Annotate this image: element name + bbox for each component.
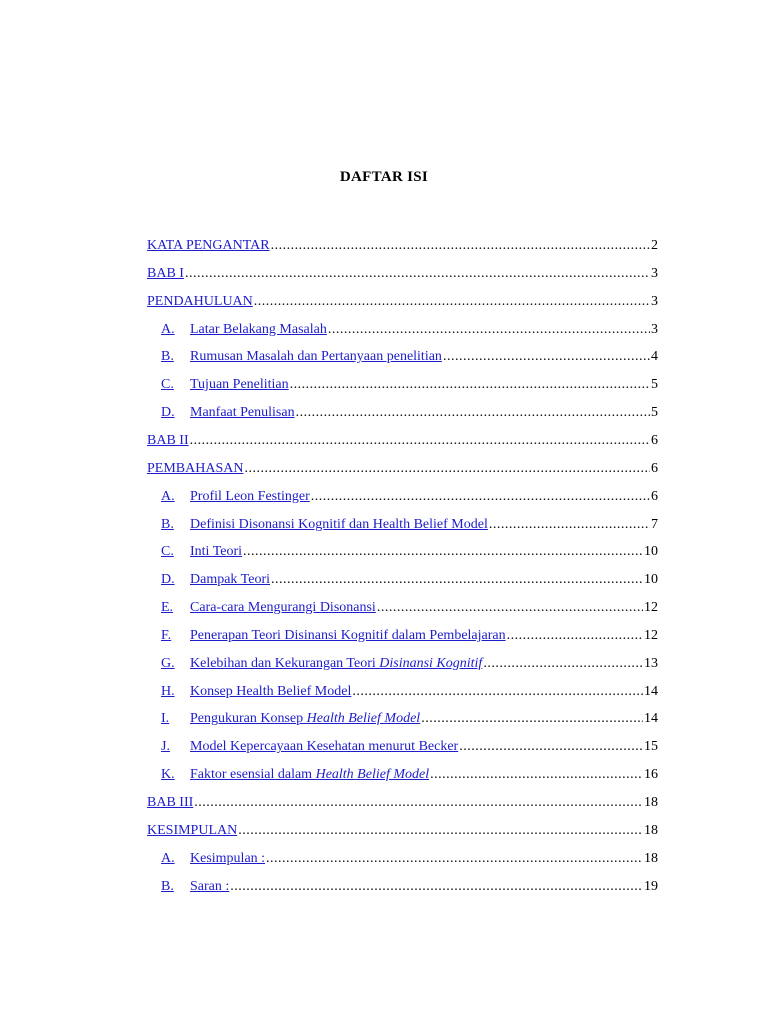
toc-entry-label: BAB I: [147, 265, 184, 281]
toc-entry-link[interactable]: [190, 515, 488, 535]
toc-entry-label: Model Kepercayaan Kesehatan menurut Becker: [190, 739, 459, 755]
toc-entry-label: KESIMPULAN: [147, 822, 238, 838]
toc-entry-marker[interactable]: F.: [161, 627, 172, 643]
toc-entry-label-italic: Health Belief Model: [315, 767, 430, 783]
toc-entry-marker[interactable]: H.: [161, 683, 175, 699]
toc-entry[interactable]: [161, 709, 658, 729]
toc-page-number: 2: [651, 238, 658, 253]
toc-page-number: 14: [644, 683, 658, 699]
toc-entry-link[interactable]: [190, 347, 442, 367]
dot-leader: [244, 459, 650, 479]
toc-entry-marker[interactable]: J.: [161, 739, 170, 755]
toc-entry-label: BAB II: [147, 432, 189, 448]
dot-leader: [328, 320, 650, 340]
dot-leader: [271, 236, 650, 256]
toc-entry-marker[interactable]: A.: [161, 321, 175, 337]
toc-entry-marker[interactable]: C.: [161, 377, 174, 393]
toc-entry[interactable]: [147, 236, 658, 256]
toc-entry-link[interactable]: [147, 431, 189, 451]
toc-page-number: 15: [644, 739, 658, 755]
toc-entry-label: BAB III: [147, 795, 194, 810]
toc-entry[interactable]: [147, 459, 658, 479]
toc-entry[interactable]: [147, 264, 658, 284]
toc-entry-label: PENDAHULUAN: [147, 293, 253, 309]
toc-entry-label: Inti Teori: [190, 544, 243, 560]
toc-entry[interactable]: [161, 598, 658, 618]
toc-entry[interactable]: [161, 570, 658, 590]
dot-leader: [311, 487, 650, 507]
toc-entry[interactable]: [161, 765, 658, 785]
toc-entry-link[interactable]: [190, 542, 242, 562]
toc-page-number: 7: [651, 516, 658, 532]
dot-leader: [507, 626, 643, 646]
toc-entry[interactable]: [161, 626, 658, 646]
toc-entry-label: Cara-cara Mengurangi Disonansi: [190, 600, 376, 616]
toc-entry-marker[interactable]: B.: [161, 878, 174, 894]
toc-entry-label: Profil Leon Festinger: [190, 488, 310, 504]
toc-entry[interactable]: [161, 347, 658, 367]
toc-entry[interactable]: [147, 431, 658, 451]
dot-leader: [290, 375, 650, 395]
toc-page-number: 18: [644, 850, 658, 866]
toc-entry-label: Kesimpulan :: [190, 850, 266, 866]
toc-entry-label: Penerapan Teori Disinansi Kognitif dalam Pembelajaran: [190, 627, 506, 643]
toc-entry-marker[interactable]: C.: [161, 544, 174, 560]
toc-entry-link[interactable]: [190, 598, 376, 618]
toc-entry-marker[interactable]: D.: [161, 572, 175, 588]
toc-entry-link[interactable]: [190, 403, 295, 423]
toc-entry[interactable]: [161, 320, 658, 340]
toc-entry-link[interactable]: [190, 654, 482, 674]
toc-entry-link[interactable]: [190, 737, 458, 757]
dot-leader: [190, 431, 650, 451]
toc-entry-label: PEMBAHASAN: [147, 460, 244, 476]
toc-entry-marker[interactable]: I.: [161, 711, 170, 727]
toc-entry-link[interactable]: [147, 236, 270, 256]
toc-entry-label: Definisi Disonansi Kognitif dan Health Belief Model: [190, 516, 488, 532]
toc-entry-link[interactable]: [190, 765, 429, 785]
dot-leader: [185, 264, 650, 284]
dot-leader: [377, 598, 643, 618]
dot-leader: [489, 515, 650, 535]
toc-page-number: 6: [651, 488, 658, 504]
toc-entry-link[interactable]: [147, 821, 237, 841]
toc-page-number: 5: [651, 377, 658, 393]
toc-page-number: 12: [644, 600, 658, 616]
dot-leader: [243, 542, 643, 562]
toc-entry-link[interactable]: [190, 375, 289, 395]
toc-page-number: 12: [644, 627, 658, 643]
toc-entry-label: Konsep Health Belief Model: [190, 683, 352, 699]
toc-entry-link[interactable]: [190, 877, 229, 897]
toc-entry-marker[interactable]: E.: [161, 600, 174, 616]
toc-entry[interactable]: [147, 793, 658, 813]
toc-page-number: 13: [644, 655, 658, 671]
dot-leader: [194, 793, 643, 813]
toc-entry-link[interactable]: [190, 682, 351, 702]
dot-leader: [352, 682, 643, 702]
toc-entry-label: Kelebihan dan Kekurangan Teori: [190, 655, 380, 671]
toc-page-number: 3: [651, 265, 658, 281]
toc-entry-link[interactable]: [147, 292, 253, 312]
toc-entry-marker[interactable]: A.: [161, 850, 175, 866]
toc-entry-link[interactable]: [147, 793, 193, 813]
toc-entry-marker[interactable]: B.: [161, 516, 174, 532]
toc-entry-label-italic: Health Belief Model: [306, 711, 421, 727]
toc-entry-link[interactable]: [190, 320, 327, 340]
toc-page-number: 10: [644, 572, 658, 588]
toc-entry-label-italic: Disinansi Kognitif: [379, 655, 483, 671]
toc-entry[interactable]: [161, 849, 658, 869]
toc-entry-label: Dampak Teori: [190, 572, 271, 588]
toc-entry-link[interactable]: [190, 626, 506, 646]
toc-entry-label: KATA PENGANTAR: [147, 238, 270, 253]
dot-leader: [421, 709, 643, 729]
toc-page-number: 3: [651, 321, 658, 337]
toc-entry-label: Saran :: [190, 878, 230, 894]
dot-leader: [230, 877, 643, 897]
toc-entry-link[interactable]: [190, 570, 270, 590]
dot-leader: [459, 737, 643, 757]
document-title: DAFTAR ISI: [339, 169, 429, 185]
toc-page-number: 18: [644, 795, 658, 810]
toc-page-number: 4: [651, 349, 658, 365]
toc-entry-marker[interactable]: B.: [161, 349, 174, 365]
dot-leader: [254, 292, 650, 312]
toc-page-number: 6: [651, 460, 658, 476]
toc-page-number: 5: [651, 405, 658, 421]
toc-page-number: 18: [644, 822, 658, 838]
toc-entry-label: Manfaat Penulisan: [190, 405, 295, 421]
toc-entry[interactable]: [161, 487, 658, 507]
dot-leader: [443, 347, 650, 367]
dot-leader: [296, 403, 650, 423]
toc-entry[interactable]: [161, 375, 658, 395]
toc-entry-link[interactable]: [190, 849, 265, 869]
toc-entry-label: Rumusan Masalah dan Pertanyaan penelitian: [190, 349, 442, 365]
dot-leader: [266, 849, 643, 869]
dot-leader: [271, 570, 643, 590]
toc-entry[interactable]: [161, 737, 658, 757]
toc-entry[interactable]: [147, 821, 658, 841]
toc-page-number: 14: [644, 711, 658, 727]
toc-entry-marker[interactable]: K.: [161, 767, 175, 783]
toc-entry-link[interactable]: [147, 459, 243, 479]
toc-entry-label: Tujuan Penelitian: [190, 377, 289, 393]
toc-entry-marker[interactable]: G.: [161, 655, 175, 671]
toc-entry-label: Latar Belakang Masalah: [190, 321, 327, 337]
toc-page-number: 3: [651, 293, 658, 309]
toc-entry-label: Pengukuran Konsep: [190, 711, 307, 727]
toc-entry[interactable]: [147, 292, 658, 312]
toc-page-number: 16: [644, 767, 658, 783]
dot-leader: [238, 821, 643, 841]
toc-entry-label: Faktor esensial dalam: [190, 767, 316, 783]
toc-entry[interactable]: [161, 403, 658, 423]
toc-entry[interactable]: [161, 515, 658, 535]
toc-page-number: 19: [644, 878, 658, 894]
toc-entry[interactable]: [161, 682, 658, 702]
toc-entry[interactable]: [161, 654, 658, 674]
dot-leader: [483, 654, 643, 674]
toc-entry-link[interactable]: [190, 487, 310, 507]
toc-entry-marker[interactable]: D.: [161, 405, 175, 421]
toc-entry[interactable]: [161, 542, 658, 562]
toc-entry-marker[interactable]: A.: [161, 488, 175, 504]
toc-entry-link[interactable]: [190, 709, 420, 729]
dot-leader: [430, 765, 643, 785]
toc-page-number: 10: [644, 544, 658, 560]
toc-entry-link[interactable]: [147, 264, 184, 284]
toc-page-number: 6: [651, 432, 658, 448]
toc-entry[interactable]: [161, 877, 658, 897]
